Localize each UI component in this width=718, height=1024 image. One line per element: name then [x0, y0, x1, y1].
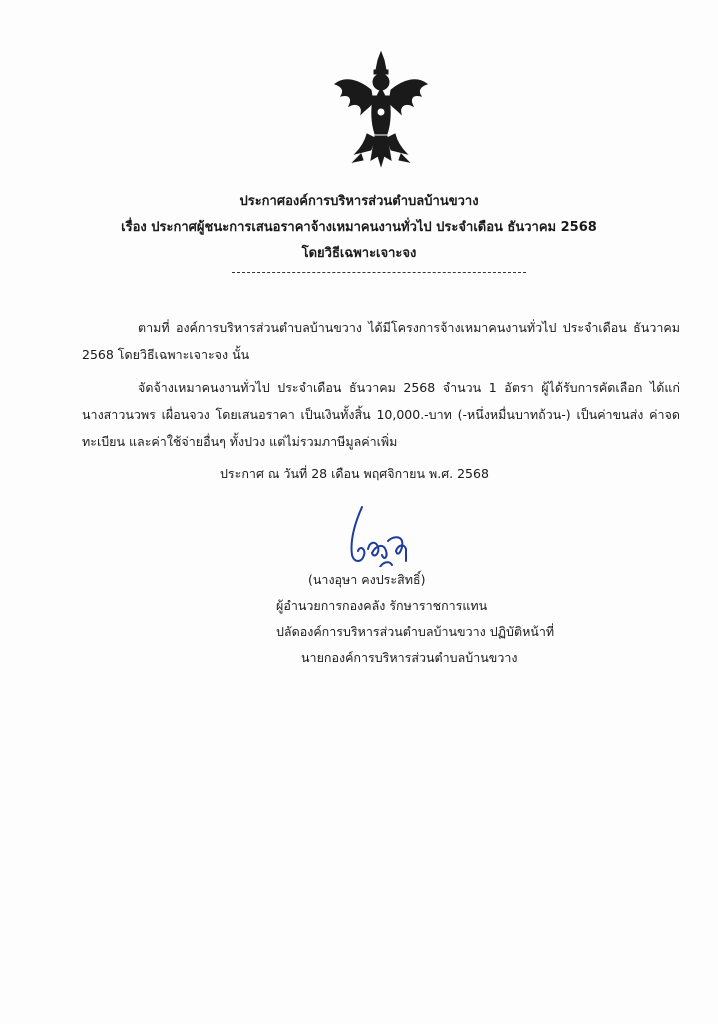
paragraph-1-line-2: 2568 โดยวิธีเฉพาะเจาะจง นั้น: [82, 347, 250, 362]
handwritten-signature: [340, 505, 420, 567]
title-divider: [232, 272, 526, 273]
paragraph-2-line-2: นางสาวนวพร เผื่อนจวง โดยเสนอราคา เป็นเงินทั้งสิ้น 10,000.-บาท (-หนึ่งหมื่นบาทถ้วน-) เป็นค่าขนส่ง ค่าจด: [82, 407, 680, 422]
document-title: ประกาศองค์การบริหารส่วนตำบลบ้านขวาง: [239, 194, 479, 209]
document-method: โดยวิธีเฉพาะเจาะจง: [301, 246, 417, 261]
signatory-position-3: นายกองค์การบริหารส่วนตำบลบ้านขวาง: [301, 650, 518, 665]
signatory-position-1: ผู้อำนวยการกองคลัง รักษาราชการแทน: [276, 598, 488, 613]
paragraph-2-line-1: จัดจ้างเหมาคนงานทั่วไป ประจำเดือน ธันวาคม 2568 จำนวน 1 อัตรา ผู้ได้รับการคัดเลือก ได้แก่: [138, 380, 680, 395]
announcement-date: ประกาศ ณ วันที่ 28 เดือน พฤศจิกายน พ.ศ. 2568: [220, 466, 489, 481]
document-subject: เรื่อง ประกาศผู้ชนะการเสนอราคาจ้างเหมาคนงานทั่วไป ประจำเดือน ธันวาคม 2568: [121, 220, 597, 235]
signatory-name: (นางอุษา คงประสิทธิ์): [308, 572, 426, 587]
signatory-position-2: ปลัดองค์การบริหารส่วนตำบลบ้านขวาง ปฏิบัติหน้าที่: [276, 624, 555, 639]
paragraph-2-line-3: ทะเบียน และค่าใช้จ่ายอื่นๆ ทั้งปวง แต่ไม่รวมภาษีมูลค่าเพิ่ม: [82, 434, 398, 449]
paragraph-1-line-1: ตามที่ องค์การบริหารส่วนตำบลบ้านขวาง ได้มีโครงการจ้างเหมาคนงานทั่วไป ประจำเดือน ธันวาคม: [138, 320, 680, 335]
garuda-emblem-icon: [331, 50, 431, 168]
